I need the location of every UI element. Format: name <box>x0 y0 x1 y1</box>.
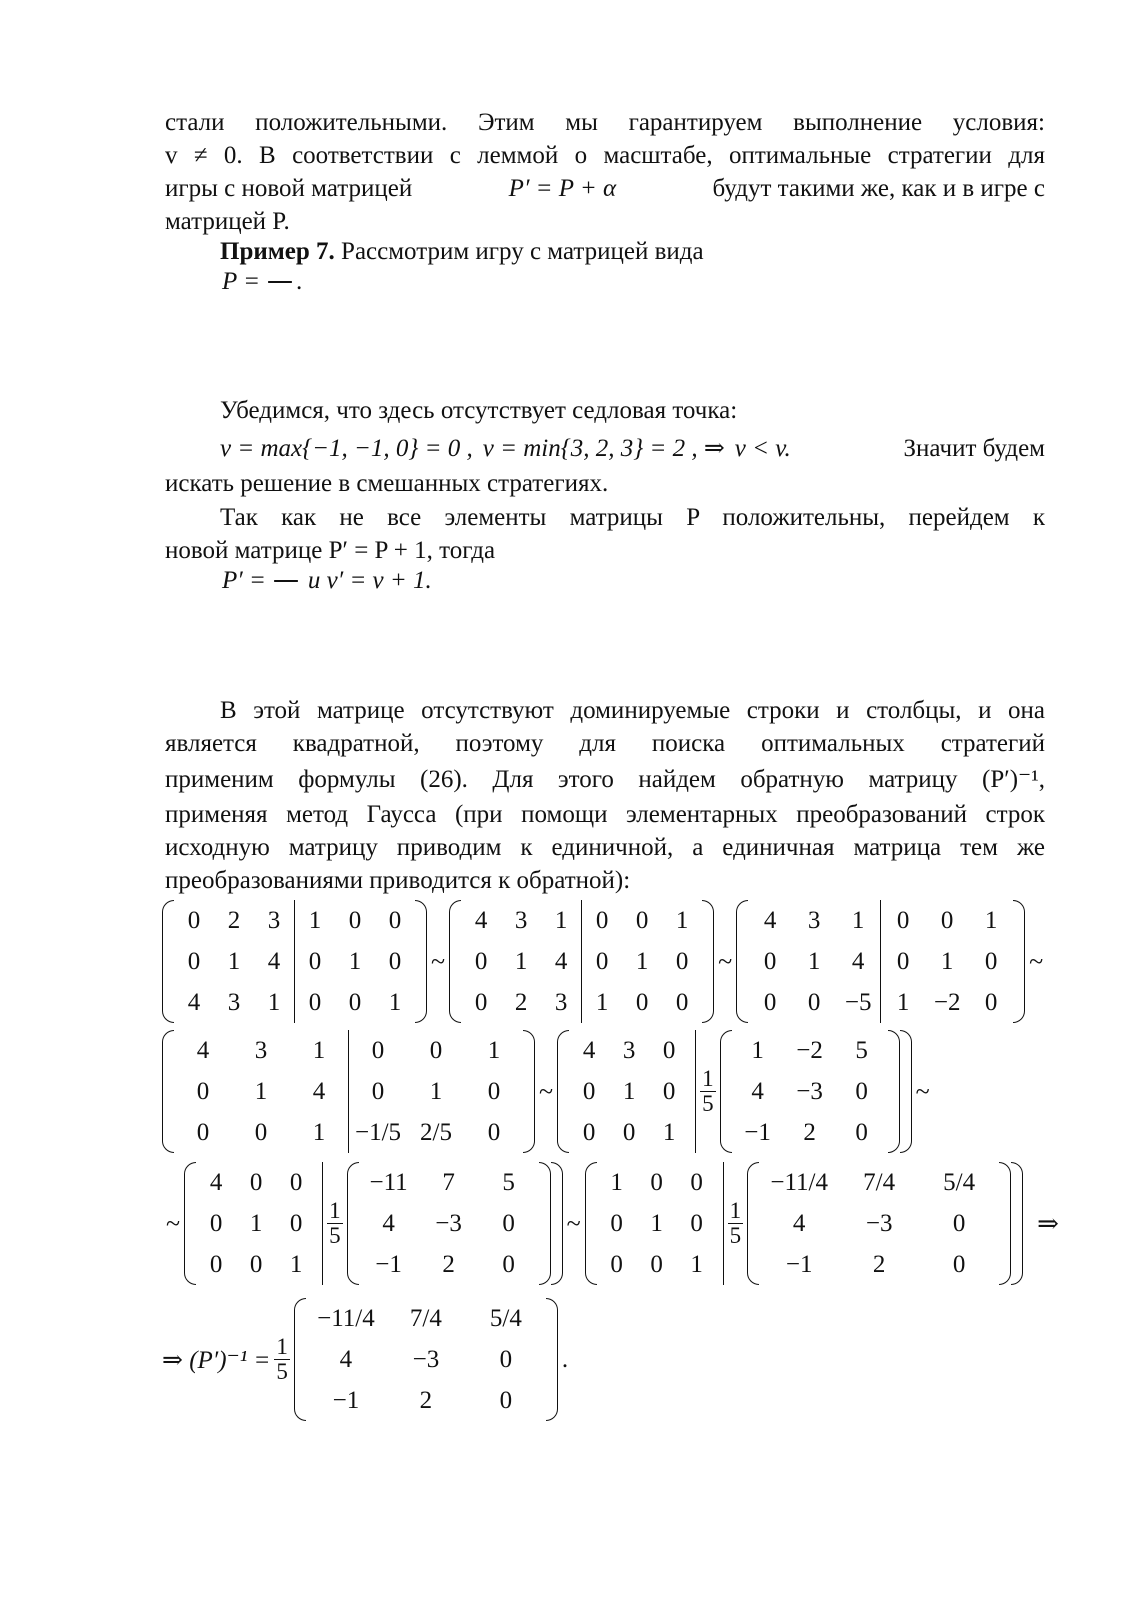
matrix-row <box>174 941 415 982</box>
matrix-cell: 0 <box>662 1036 676 1064</box>
matrix-cell: 0 <box>254 1118 268 1146</box>
matrix-cell: −2 <box>933 988 961 1016</box>
matrix-cell: 1 <box>582 982 623 1023</box>
matrix-grid-c2l <box>597 1162 717 1285</box>
matrix-grid-c1l <box>196 1162 316 1285</box>
text-line-1: стали положительными. Этим мы гарантируем выполнение условия: <box>165 109 1045 136</box>
matrix-cell: 4 <box>582 1036 596 1064</box>
gauss-row-2 <box>162 1030 934 1153</box>
matrix-row <box>359 1203 539 1244</box>
matrix-cell: 0 <box>502 1209 515 1237</box>
matrix-cell: −1 <box>785 1250 813 1278</box>
matrix-cell: 0 <box>855 1118 868 1146</box>
matrix-row <box>597 1203 717 1244</box>
v-note: Значит будем <box>903 435 1045 462</box>
matrix-cell: 7/4 <box>863 1168 896 1196</box>
matrix-cell: 7 <box>442 1168 455 1196</box>
matrix-cell: 0 <box>249 1250 263 1278</box>
matrix-cell: 0 <box>388 906 402 934</box>
fraction-one-fifth: $\frac{1}{5}$ <box>276 1334 288 1384</box>
matrix-cell: 2 <box>419 1386 433 1414</box>
matrix-cell: 0 <box>187 947 201 975</box>
matrix-grid-b2l <box>569 1030 689 1153</box>
matrix-cell: 1 <box>751 1036 764 1064</box>
matrix-cell: 4 <box>382 1209 395 1237</box>
matrix-row <box>569 1030 689 1071</box>
matrix-cell: 0 <box>940 906 954 934</box>
text-line-3a: игры с новой матрицей <box>165 175 413 202</box>
matrix-cell: 1 <box>388 988 402 1016</box>
matrix-p-label: P = <box>222 268 260 295</box>
matrix-grid-c1r <box>359 1162 539 1285</box>
matrix-cell: 0 <box>855 1077 868 1105</box>
matrix-cell: 0 <box>499 1345 513 1373</box>
matrix-row <box>359 1162 539 1203</box>
period: . <box>561 1345 569 1373</box>
matrix-row <box>748 900 1013 941</box>
matrix-cell: 1 <box>249 1209 263 1237</box>
matrix-cell: 0 <box>610 1250 623 1278</box>
matrix-row <box>569 1112 689 1153</box>
newmatrix-text: новой матрице P′ = P + 1, тогда <box>165 537 496 564</box>
matrix-cell: 1 <box>312 1118 326 1146</box>
matrix-cell: 2 <box>872 1250 886 1278</box>
matrix-cell: 0 <box>635 988 649 1016</box>
augmented-matrix-c1 <box>184 1162 563 1285</box>
matrix-cell: 0 <box>474 947 488 975</box>
matrix-row <box>597 1162 717 1203</box>
matrix-cell: 1 <box>514 947 528 975</box>
matrix-grid-a2 <box>461 900 702 1023</box>
notall-text: Так как не все элементы матрицы P положительны, перейдем к <box>220 504 1045 531</box>
matrix-row <box>174 982 415 1023</box>
matrix-cell: 5 <box>502 1168 515 1196</box>
matrix-cell: 1 <box>635 947 649 975</box>
matrix-cell: −11/4 <box>770 1168 828 1196</box>
matrix-cell: 3 <box>514 906 528 934</box>
inverse-result <box>162 1298 568 1421</box>
para-line-4: применяя метод Гаусса (при помощи элементарных преобразований строк <box>165 801 1045 828</box>
tilde: ~ <box>431 946 446 976</box>
matrix-cell: 3 <box>227 988 241 1016</box>
matrix-grid-b2r <box>732 1030 888 1153</box>
matrix-cell: 0 <box>348 988 362 1016</box>
matrix-cell: 1 <box>227 947 241 975</box>
tilde: ~ <box>566 1208 581 1238</box>
matrix-row <box>759 1203 999 1244</box>
para-line-2: является квадратной, поэтому для поиска оптимальных стратегий <box>165 730 1045 757</box>
augmented-matrix-b1 <box>162 1030 535 1153</box>
matrix-row <box>748 982 1013 1023</box>
matrix-cell: 0 <box>429 1036 443 1064</box>
matrix-cell: 0 <box>295 941 336 982</box>
matrix-row <box>359 1244 539 1285</box>
matrix-cell: 2 <box>442 1250 455 1278</box>
matrix-cell: 0 <box>474 988 488 1016</box>
matrix-cell: 0 <box>582 1118 596 1146</box>
matrix-cell: 0 <box>249 1168 263 1196</box>
matrix-cell: 4 <box>196 1036 210 1064</box>
matrix-cell: 0 <box>349 1030 408 1071</box>
tilde: ~ <box>166 1208 181 1238</box>
matrix-cell: 0 <box>209 1209 223 1237</box>
matrix-cell: 0 <box>196 1077 210 1105</box>
matrix-cell: 1 <box>940 947 954 975</box>
matrix-cell: 2 <box>227 906 241 934</box>
gauss-row-1 <box>162 900 1047 1023</box>
gauss-row-3 <box>162 1162 1063 1285</box>
matrix-pp-block <box>222 567 432 595</box>
matrix-cell: 0 <box>675 947 689 975</box>
matrix-row <box>196 1244 316 1285</box>
matrix-cell: 0 <box>690 1209 703 1237</box>
matrix-cell: 0 <box>984 988 998 1016</box>
augmented-matrix-b2 <box>557 1030 912 1153</box>
saddle-text: Убедимся, что здесь отсутствует седловая точка: <box>220 397 738 424</box>
matrix-row <box>759 1244 999 1285</box>
fraction-one-fifth: $\frac{1}{5}$ <box>729 1198 742 1248</box>
matrix-cell: 0 <box>487 1077 501 1105</box>
matrix-grid-c2r <box>759 1162 999 1285</box>
matrix-cell: 0 <box>502 1250 515 1278</box>
inverse-matrix <box>294 1298 558 1421</box>
matrix-row <box>306 1298 546 1339</box>
matrix-cell: 4 <box>763 906 777 934</box>
matrix-cell: 1 <box>267 988 281 1016</box>
matrix-cell: 4 <box>851 947 865 975</box>
matrix-cell: 0 <box>650 1168 663 1196</box>
matrix-row <box>196 1203 316 1244</box>
matrix-cell: 4 <box>209 1168 223 1196</box>
v-lower: v = max{−1, −1, 0} = 0 , <box>220 435 473 462</box>
matrix-cell: 0 <box>952 1209 966 1237</box>
matrix-row <box>759 1162 999 1203</box>
implies-arrow: ⇒ <box>1037 1208 1059 1238</box>
example-heading <box>165 236 1045 268</box>
matrix-grid-a1 <box>174 900 415 1023</box>
matrix-cell: 0 <box>582 941 623 982</box>
matrix-cell: −11/4 <box>317 1304 375 1332</box>
matrix-cell: 0 <box>807 988 821 1016</box>
mixed-text: искать решение в смешанных стратегиях. <box>165 470 609 497</box>
matrix-cell: 1 <box>487 1036 501 1064</box>
matrix-cell: 3 <box>807 906 821 934</box>
matrix-cell: 4 <box>792 1209 806 1237</box>
fraction-one-fifth: $\frac{1}{5}$ <box>702 1066 714 1116</box>
inverse-label: ⇒ (P′)⁻¹ = <box>162 1346 271 1374</box>
matrix-cell: 4 <box>751 1077 764 1105</box>
matrix-row <box>174 1030 523 1071</box>
augmented-matrix-a2 <box>449 900 714 1023</box>
matrix-row <box>597 1244 717 1285</box>
matrix-cell: −3 <box>412 1345 440 1373</box>
matrix-cell: 0 <box>690 1168 703 1196</box>
matrix-row <box>732 1071 888 1112</box>
matrix-row <box>306 1339 546 1380</box>
matrix-cell: 0 <box>763 947 777 975</box>
matrix-cell: 1 <box>554 906 568 934</box>
matrix-cell: 3 <box>267 906 281 934</box>
augmented-matrix-a3 <box>736 900 1025 1023</box>
para-line-5: исходную матрицу приводим к единичной, а единичная матрица тем же <box>165 834 1045 861</box>
matrix-grid-a3 <box>748 900 1013 1023</box>
matrix-cell: 1 <box>622 1077 636 1105</box>
matrix-row <box>569 1071 689 1112</box>
matrix-cell: 2/5 <box>420 1118 452 1146</box>
formula-p-prime: P′ = P + α <box>508 175 617 202</box>
matrix-p-block <box>222 268 302 296</box>
matrix-pp <box>274 580 298 582</box>
matrix-cell: 4 <box>554 947 568 975</box>
matrix-cell: 2 <box>514 988 528 1016</box>
matrix-cell: 1 <box>807 947 821 975</box>
matrix-row <box>196 1162 316 1203</box>
para-line-6: преобразованиями приводится к обратной): <box>165 867 631 894</box>
matrix-cell: 0 <box>187 906 201 934</box>
matrix-cell: 0 <box>582 1077 596 1105</box>
matrix-cell: −1 <box>332 1386 360 1414</box>
matrix-row <box>461 941 702 982</box>
matrix-cell: −1/5 <box>349 1112 408 1153</box>
matrix-cell: −3 <box>435 1209 462 1237</box>
matrix-cell: 2 <box>803 1118 816 1146</box>
matrix-cell: −11 <box>369 1168 408 1196</box>
matrix-cell: 1 <box>429 1077 443 1105</box>
matrix-cell: 0 <box>499 1386 513 1414</box>
matrix-cell: 4 <box>474 906 488 934</box>
matrix-cell: 0 <box>662 1077 676 1105</box>
para-line-3: применим формулы (26). Для этого найдем обратную матрицу (P′)⁻¹, <box>165 766 1045 793</box>
matrix-cell: 1 <box>289 1250 303 1278</box>
matrix-cell: −2 <box>796 1036 823 1064</box>
matrix-grid-b1 <box>174 1030 523 1153</box>
matrix-cell: 1 <box>348 947 362 975</box>
para-line-1: В этой матрице отсутствуют доминируемые строки и столбцы, и она <box>220 697 1045 724</box>
matrix-cell: 1 <box>312 1036 326 1064</box>
matrix-cell: 0 <box>881 941 926 982</box>
augmented-matrix-a1 <box>162 900 427 1023</box>
text-line-3b: будут такими же, как и в игре с <box>712 175 1045 202</box>
example-title: Пример 7. <box>220 238 335 265</box>
matrix-cell: 0 <box>622 1118 636 1146</box>
matrix-cell: 0 <box>295 982 336 1023</box>
matrix-cell: 1 <box>610 1168 623 1196</box>
matrix-row <box>306 1380 546 1421</box>
tilde: ~ <box>718 946 733 976</box>
matrix-cell: 4 <box>267 947 281 975</box>
matrix-cell: 0 <box>487 1118 501 1146</box>
matrix-cell: 4 <box>312 1077 326 1105</box>
matrix-p <box>268 281 292 283</box>
matrix-cell: 0 <box>289 1209 303 1237</box>
matrix-cell: 0 <box>984 947 998 975</box>
matrix-row <box>732 1030 888 1071</box>
matrix-cell: −1 <box>375 1250 402 1278</box>
matrix-cell: −5 <box>844 988 872 1016</box>
matrix-row <box>174 1112 523 1153</box>
matrix-cell: 0 <box>881 900 926 941</box>
matrix-cell: 1 <box>851 906 865 934</box>
matrix-cell: 1 <box>984 906 998 934</box>
matrix-cell: 1 <box>650 1209 663 1237</box>
augmented-matrix-c2 <box>585 1162 1024 1285</box>
matrix-cell: 1 <box>254 1077 268 1105</box>
matrix-cell: 1 <box>690 1250 703 1278</box>
matrix-cell: 0 <box>763 988 777 1016</box>
matrix-cell: 1 <box>881 982 926 1023</box>
matrix-cell: 5/4 <box>943 1168 976 1196</box>
matrix-row <box>174 1071 523 1112</box>
matrix-cell: 5/4 <box>489 1304 522 1332</box>
matrix-cell: 0 <box>635 906 649 934</box>
matrix-cell: 1 <box>662 1118 676 1146</box>
period: . <box>295 268 303 295</box>
matrix-cell: 0 <box>196 1118 210 1146</box>
matrix-cell: 0 <box>289 1168 303 1196</box>
matrix-cell: 1 <box>295 900 336 941</box>
matrix-row <box>461 982 702 1023</box>
fraction-one-fifth: $\frac{1}{5}$ <box>329 1198 341 1248</box>
matrix-cell: −3 <box>865 1209 893 1237</box>
tilde: ~ <box>539 1076 554 1106</box>
v-prime: и v′ = v + 1. <box>307 567 432 594</box>
matrix-cell: 0 <box>675 988 689 1016</box>
matrix-cell: 0 <box>952 1250 966 1278</box>
matrix-cell: 5 <box>855 1036 868 1064</box>
matrix-cell: 0 <box>388 947 402 975</box>
matrix-cell: 3 <box>254 1036 268 1064</box>
matrix-cell: 1 <box>675 906 689 934</box>
matrix-cell: 0 <box>348 906 362 934</box>
matrix-cell: 0 <box>209 1250 223 1278</box>
saddle-line <box>165 433 1045 465</box>
matrix-cell: −1 <box>744 1118 771 1146</box>
matrix-cell: 4 <box>187 988 201 1016</box>
matrix-row <box>748 941 1013 982</box>
matrix-row <box>174 900 415 941</box>
matrix-cell: 3 <box>622 1036 636 1064</box>
text-line-4: матрицей P. <box>165 208 290 235</box>
v-compare: v < v. <box>734 435 791 462</box>
text-line-3 <box>165 173 1045 205</box>
tilde: ~ <box>915 1076 930 1106</box>
v-upper: v = min{3, 2, 3} = 2 , ⇒ <box>482 435 725 462</box>
tilde: ~ <box>1029 946 1044 976</box>
matrix-cell: 3 <box>554 988 568 1016</box>
matrix-cell: 0 <box>610 1209 623 1237</box>
matrix-cell: 0 <box>349 1071 408 1112</box>
matrix-cell: −3 <box>796 1077 823 1105</box>
matrix-cell: 7/4 <box>409 1304 442 1332</box>
matrix-row <box>461 900 702 941</box>
example-text: Рассмотрим игру с матрицей вида <box>341 238 704 265</box>
matrix-cell: 0 <box>650 1250 663 1278</box>
text-line-2: v ≠ 0. В соответствии с леммой о масштабе, оптимальные стратегии для <box>165 142 1045 169</box>
matrix-cell: 4 <box>339 1345 353 1373</box>
matrix-pp-label: P′ = <box>222 567 266 594</box>
matrix-grid-inv <box>306 1298 546 1421</box>
matrix-row <box>732 1112 888 1153</box>
matrix-cell: 0 <box>582 900 623 941</box>
